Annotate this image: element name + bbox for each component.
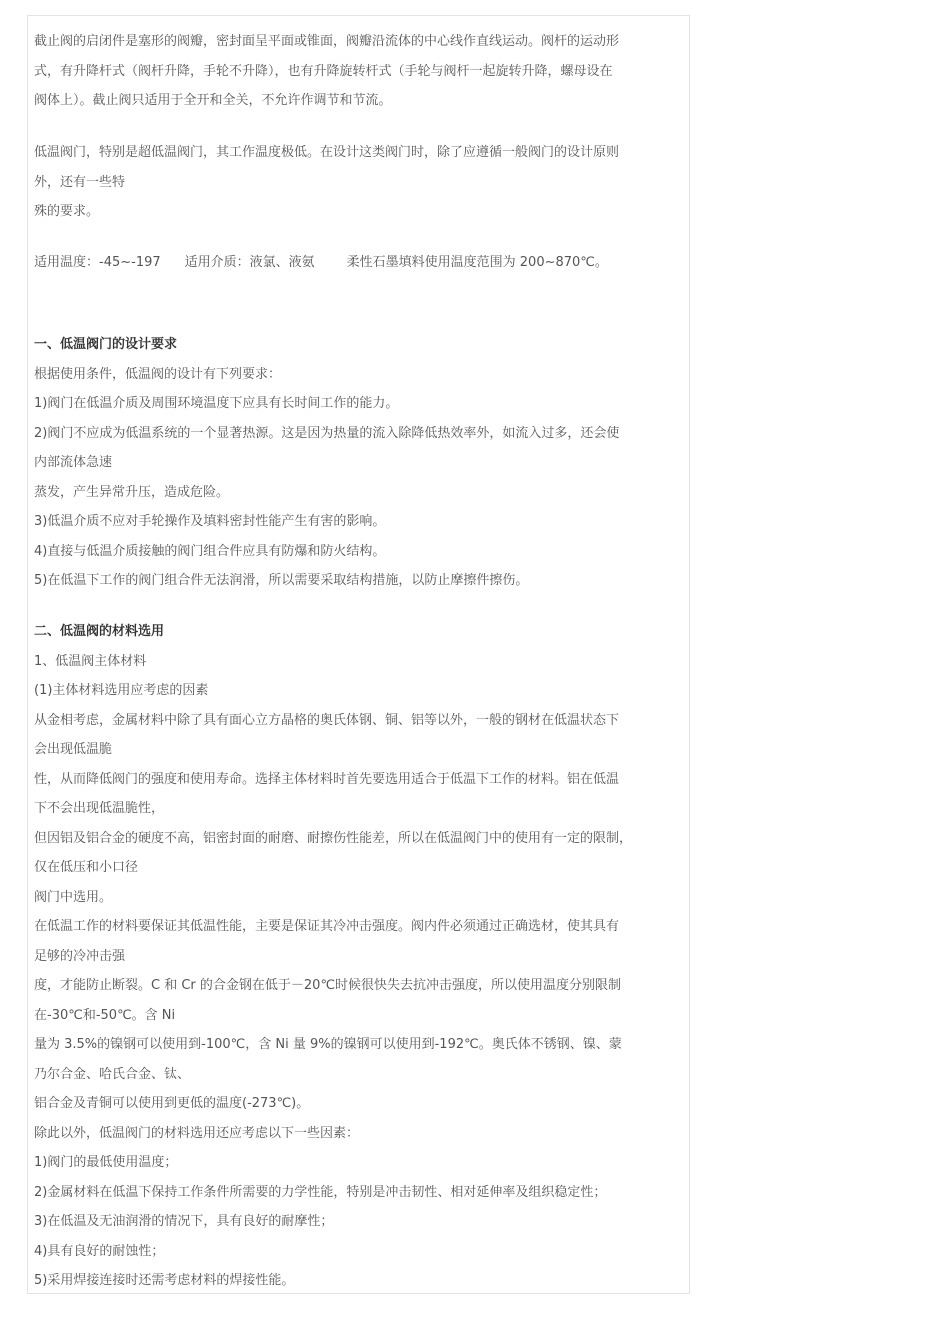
text-line: (1)主体材料选用应考虑的因素 bbox=[34, 683, 209, 698]
section-heading: 一、低温阀门的设计要求 bbox=[34, 337, 178, 352]
text-line: 在-30℃和-50℃。含 Ni bbox=[34, 1007, 176, 1023]
text-line: 量为 3.5%的镍钢可以使用到-100℃，含 Ni 量 9%的镍钢可以使用到-192℃。奥氏体不锈钢、镍、蒙 bbox=[34, 1037, 622, 1052]
list-item: 1)阀门的最低使用温度； bbox=[34, 1155, 178, 1170]
text-line: 内部流体急速 bbox=[34, 455, 113, 470]
list-item: 5)采用焊接连接时还需考虑材料的焊接性能。 bbox=[34, 1273, 295, 1288]
list-item: 2)阀门不应成为低温系统的一个显著热源。这是因为热量的流入除降低热效率外，如流入过多，还会使 bbox=[34, 425, 620, 441]
text-line: 在低温工作的材料要保证其低温性能，主要是保证其冷冲击强度。阀内件必须通过正确选材，使其具有 bbox=[34, 919, 620, 934]
text-line: 会出现低温脆 bbox=[34, 742, 113, 757]
text-line: 截止阀的启闭件是塞形的阀瓣，密封面呈平面或锥面，阀瓣沿流体的中心线作直线运动。阀杆的运动形 bbox=[34, 34, 620, 49]
text-line: 蒸发，产生异常升压，造成危险。 bbox=[34, 484, 230, 500]
list-item: 3)低温介质不应对手轮操作及填料密封性能产生有害的影响。 bbox=[34, 514, 386, 529]
text-line: 1、低温阀主体材料 bbox=[34, 653, 147, 669]
text-line: 根据使用条件，低温阀的设计有下列要求： bbox=[34, 366, 282, 382]
text-line: 足够的冷冲击强 bbox=[34, 948, 126, 964]
list-item: 3)在低温及无油润滑的情况下，具有良好的耐摩性； bbox=[34, 1214, 334, 1229]
spec-packing: 柔性石墨填料使用温度范围为 200~870℃。 bbox=[346, 255, 608, 270]
spec-line bbox=[34, 248, 686, 278]
text-line: 阀体上）。截止阀只适用于全开和全关，不允许作调节和节流。 bbox=[34, 93, 392, 108]
text-line: 度，才能防止断裂。C 和 Cr 的合金钢在低于－20℃时候很快失去抗冲击强度，所以使用温度分别限制 bbox=[34, 978, 622, 993]
intro-paragraph-1 bbox=[34, 27, 686, 116]
list-item: 4)具有良好的耐蚀性； bbox=[34, 1243, 165, 1259]
text-line: 下不会出现低温脆性， bbox=[34, 801, 165, 816]
text-line: 性，从而降低阀门的强度和使用寿命。选择主体材料时首先要选用适合于低温下工作的材料。铝在低温 bbox=[34, 771, 620, 787]
text-line: 从金相考虑，金属材料中除了具有面心立方晶格的奥氏体钢、铜、铝等以外，一般的钢材在低温状态下 bbox=[34, 712, 620, 728]
section-heading: 二、低温阀的材料选用 bbox=[34, 624, 165, 639]
text-line: 外，还有一些特 bbox=[34, 174, 126, 190]
intro-paragraph-2 bbox=[34, 138, 686, 227]
list-item: 4)直接与低温介质接触的阀门组合件应具有防爆和防火结构。 bbox=[34, 543, 386, 559]
text-line: 除此以外，低温阀门的材料选用还应考虑以下一些因素： bbox=[34, 1125, 360, 1141]
text-line: 铝合金及青铜可以使用到更低的温度(-273℃)。 bbox=[34, 1096, 310, 1111]
text-line: 仅在低压和小口径 bbox=[34, 860, 139, 875]
section-material-selection bbox=[34, 617, 686, 1296]
list-item: 2)金属材料在低温下保持工作条件所需要的力学性能，特别是冲击韧性、相对延伸率及组织稳定性； bbox=[34, 1184, 607, 1200]
list-item: 1)阀门在低温介质及周围环境温度下应具有长时间工作的能力。 bbox=[34, 396, 399, 411]
list-item: 5)在低温下工作的阀门组合件无法润滑，所以需要采取结构措施，以防止摩擦件擦伤。 bbox=[34, 573, 529, 588]
text-line: 低温阀门，特别是超低温阀门，其工作温度极低。在设计这类阀门时，除了应遵循一般阀门的设计原则 bbox=[34, 145, 620, 160]
text-line: 但因铝及铝合金的硬度不高，铝密封面的耐磨、耐擦伤性能差，所以在低温阀门中的使用有一定的限制， bbox=[34, 830, 633, 846]
section-design-requirements bbox=[34, 330, 686, 596]
text-line: 乃尔合金、哈氏合金、钛、 bbox=[34, 1066, 191, 1082]
text-line: 阀门中选用。 bbox=[34, 889, 113, 905]
text-line: 式，有升降杆式（阀杆升降，手轮不升降），也有升降旋转杆式（手轮与阀杆一起旋转升降，螺母设在 bbox=[34, 63, 613, 79]
spec-temperature: 适用温度：-45~-197 bbox=[34, 255, 161, 270]
text-line: 殊的要求。 bbox=[34, 204, 100, 219]
spec-medium: 适用介质：液氯、液氨 bbox=[184, 255, 315, 270]
